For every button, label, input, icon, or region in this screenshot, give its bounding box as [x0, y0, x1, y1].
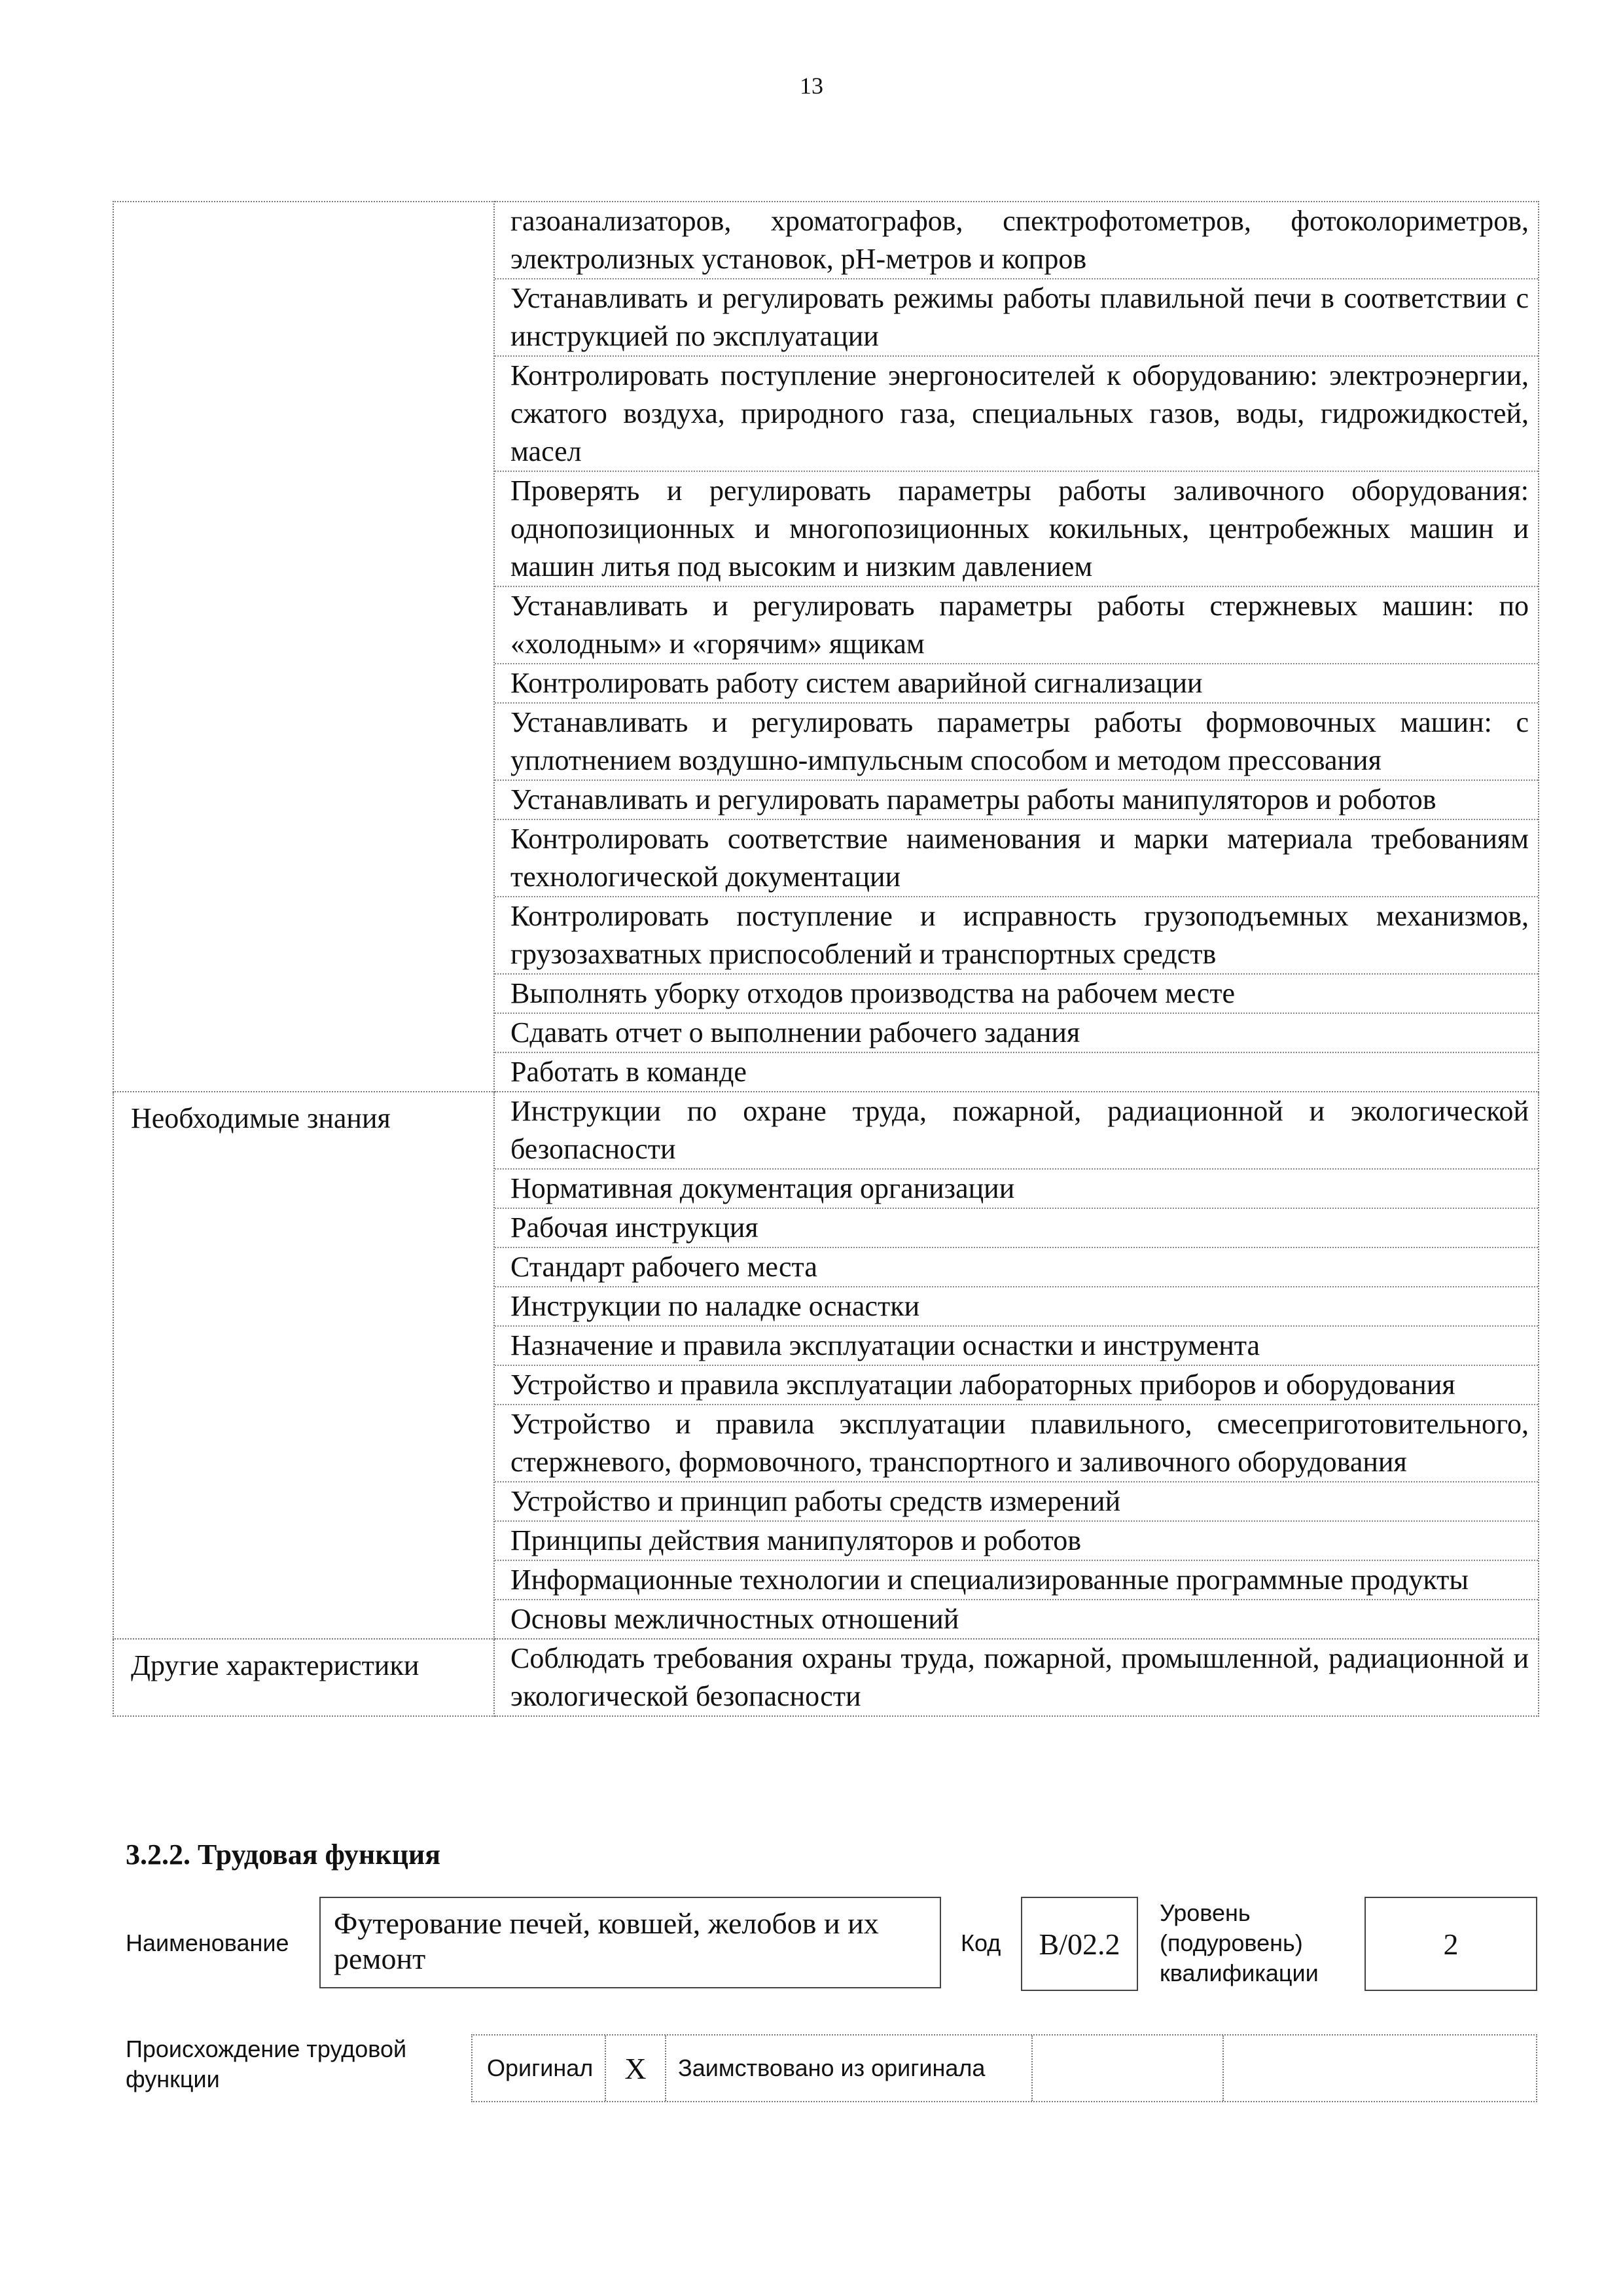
- list-item: Работать в команде: [510, 1056, 747, 1088]
- origin-mark: X: [606, 2036, 666, 2101]
- skills-row: [113, 202, 1539, 1092]
- list-item: Контролировать поступление энергоносителей к оборудованию: электроэнергии, сжатого воздуха, природного газа, специальных газов, воды, гидрожидкостей, масел: [495, 357, 1538, 472]
- competency-table: [113, 201, 1539, 1717]
- list-item: Инструкции по наладке оснастки: [495, 1287, 1538, 1327]
- list-item: Принципы действия манипуляторов и роботов: [495, 1522, 1538, 1561]
- name-value: Футерование печей, ковшей, желобов и их ремонт: [319, 1897, 941, 1988]
- list-item: Инструкции по охране труда, пожарной, радиационной и экологической безопасности: [495, 1092, 1538, 1170]
- list-item: Устанавливать и регулировать режимы работы плавильной печи в соответствии с инструкцией по эксплуатации: [495, 279, 1538, 357]
- list-item: Контролировать поступление и исправность грузоподъемных механизмов, грузозахватных приспособлений и транспортных средств: [495, 897, 1538, 975]
- list-item: Основы межличностных отношений: [510, 1603, 959, 1635]
- code-label: Код: [961, 1929, 1001, 1956]
- list-item: Нормативная документация организации: [495, 1170, 1538, 1209]
- list-item: Проверять и регулировать параметры работы заливочного оборудования: однопозиционных и многопозиционных кокильных, центробежных машин и машин литья под высоким и низким давлением: [495, 472, 1538, 587]
- origin-borrowed: Заимствовано из оригинала: [666, 2036, 1033, 2101]
- list-item: газоанализаторов, хроматографов, спектрофотометров, фотоколориметров, электролизных установок, рН-метров и копров: [495, 202, 1538, 279]
- list-item: Устанавливать и регулировать параметры работы формовочных машин: с уплотнением воздушно-импульсным способом и методом прессования: [495, 704, 1538, 781]
- level-value: 2: [1364, 1897, 1537, 1991]
- list-item: Стандарт рабочего места: [495, 1248, 1538, 1287]
- list-item: Контролировать соответствие наименования и марки материала требованиям технологической документации: [495, 820, 1538, 897]
- list-item: Выполнять уборку отходов производства на рабочем месте: [495, 975, 1538, 1014]
- list-item: Контролировать работу систем аварийной сигнализации: [495, 664, 1538, 704]
- list-item: Рабочая инструкция: [495, 1209, 1538, 1248]
- other-row: [113, 1639, 1539, 1716]
- list-item: Информационные технологии и специализированные программные продукты: [495, 1561, 1538, 1600]
- list-item: Сдавать отчет о выполнении рабочего задания: [495, 1014, 1538, 1053]
- list-item: Устанавливать и регулировать параметры работы стержневых машин: по «холодным» и «горячим» ящикам: [495, 587, 1538, 664]
- origin-empty-cell: [1033, 2036, 1224, 2101]
- other-label: Другие характеристики: [113, 1639, 494, 1716]
- skills-label-cell: [113, 202, 494, 1092]
- section-heading: 3.2.2. Трудовая функция: [126, 1839, 441, 1871]
- list-item: Устройство и принцип работы средств измерений: [495, 1482, 1538, 1522]
- other-list: [494, 1639, 1539, 1716]
- origin-original: Оригинал: [473, 2036, 606, 2101]
- code-value: В/02.2: [1021, 1897, 1138, 1991]
- knowledge-label: Необходимые знания: [113, 1092, 494, 1639]
- page-number: 13: [800, 73, 823, 99]
- knowledge-list: [494, 1092, 1539, 1639]
- list-item: Устанавливать и регулировать параметры работы манипуляторов и роботов: [495, 781, 1538, 820]
- level-label: Уровень (подуровень) квалификации: [1160, 1899, 1319, 1986]
- knowledge-row: [113, 1092, 1539, 1639]
- origin-label: Происхождение трудовой функции: [126, 2036, 407, 2092]
- origin-row: [471, 2034, 1537, 2102]
- origin-empty-cell: [1224, 2036, 1536, 2101]
- list-item: Назначение и правила эксплуатации оснастки и инструмента: [495, 1327, 1538, 1366]
- list-item: Устройство и правила эксплуатации лабораторных приборов и оборудования: [495, 1366, 1538, 1405]
- skills-list: [494, 202, 1539, 1092]
- list-item: Устройство и правила эксплуатации плавильного, смесеприготовительного, стержневого, формовочного, транспортного и заливочного оборудования: [495, 1405, 1538, 1482]
- name-label: Наименование: [126, 1929, 289, 1956]
- list-item: Соблюдать требования охраны труда, пожарной, промышленной, радиационной и экологической безопасности: [510, 1642, 1529, 1712]
